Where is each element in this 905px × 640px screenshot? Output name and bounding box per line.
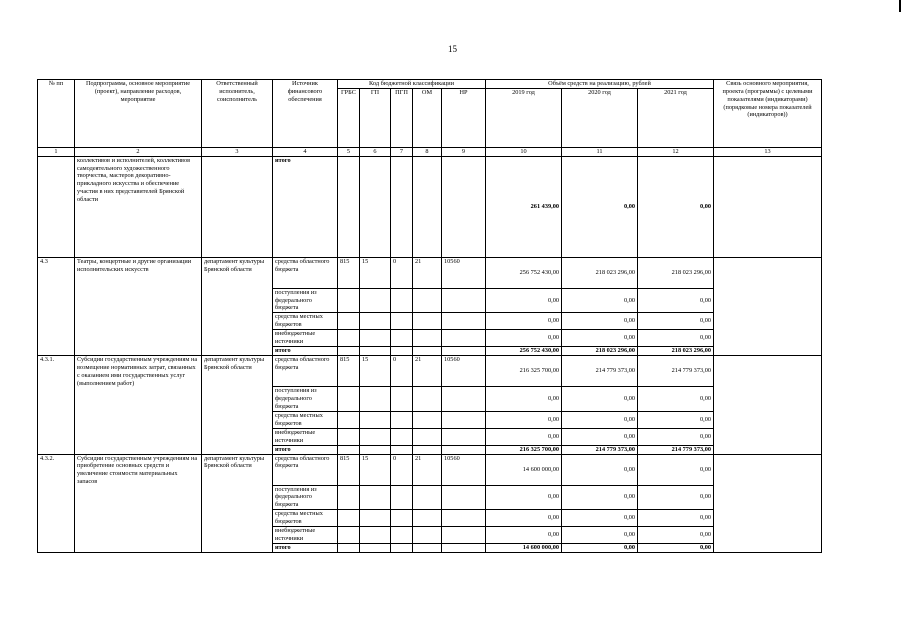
col-number: 7 [391,147,413,156]
value-total-2019: 14 600 000,00 [486,544,562,553]
code-empty-cell [413,428,442,445]
code-empty-cell [338,510,360,527]
block-row-regional [38,454,822,485]
value-federal-2021: 0,00 [638,485,714,510]
value-federal-2021: 0,00 [638,387,714,412]
code-empty-cell [338,527,360,544]
header-2021: 2021 год [638,88,714,147]
cont-pgp-cell [391,156,413,257]
value-extra-2021: 0,00 [638,527,714,544]
header-pgp: ПГП [391,88,413,147]
value-local-2020: 0,00 [562,510,638,527]
block-executor: департамент культуры Брянской области [202,454,273,552]
block-link-cell [714,356,822,454]
value-extra-2019: 0,00 [486,330,562,347]
cont-link-cell [714,156,822,257]
code-np: 10560 [442,257,486,288]
col-number: 11 [562,147,638,156]
code-empty-cell [442,428,486,445]
source-label-local: средства местных бюджетов [273,411,338,428]
value-federal-2021: 0,00 [638,288,714,313]
block-name: Субсидии государственным учреждениям на приобретение основных средств и увеличение стоимости материальных запасов [75,454,202,552]
col-number: 1 [38,147,75,156]
code-empty-cell [338,445,360,454]
value-total-2020: 0,00 [562,544,638,553]
code-empty-cell [391,544,413,553]
cont-np-cell [442,156,486,257]
cont-om-cell [413,156,442,257]
source-label-regional: средства областного бюджета [273,257,338,288]
header-om: ОМ [413,88,442,147]
code-empty-cell [360,347,391,356]
budget-table [37,79,822,553]
code-om: 21 [413,257,442,288]
code-empty-cell [413,510,442,527]
value-local-2019: 0,00 [486,510,562,527]
code-pgp: 0 [391,454,413,485]
value-regional-2020: 214 779 373,00 [562,356,638,387]
value-local-2021: 0,00 [638,510,714,527]
value-federal-2019: 0,00 [486,387,562,412]
code-empty-cell [413,387,442,412]
value-total-2019: 256 752 430,00 [486,347,562,356]
cont-num-cell [38,156,75,257]
code-om: 21 [413,356,442,387]
value-local-2021: 0,00 [638,411,714,428]
header-2020: 2020 год [562,88,638,147]
code-empty-cell [360,428,391,445]
source-label-federal: поступления из федерального бюджета [273,288,338,313]
value-local-2019: 0,00 [486,313,562,330]
block-name: Субсидии государственным учреждениям на возмещение нормативных затрат, связанных с оказанием ими государственных услуг (выполнением работ) [75,356,202,454]
source-label-extra: внебюджетные источники [273,527,338,544]
code-empty-cell [391,387,413,412]
header-row-1 [38,80,822,89]
cont-2020: 0,00 [562,156,638,257]
code-empty-cell [360,330,391,347]
cont-executor-cell [202,156,273,257]
col-number: 9 [442,147,486,156]
column-number-row [38,147,822,156]
code-empty-cell [360,527,391,544]
block-link-cell [714,257,822,355]
source-label-regional: средства областного бюджета [273,356,338,387]
header-link: Связь основного мероприятия, проекта (программы) с целевыми показателями (индикаторами) (порядковые номера показателей (индикаторов)) [714,80,822,148]
col-number: 6 [360,147,391,156]
header-2019: 2019 год [486,88,562,147]
value-regional-2019: 216 325 700,00 [486,356,562,387]
source-label-total: итого [273,544,338,553]
col-number: 4 [273,147,338,156]
continuation-row [38,156,822,257]
source-label-total: итого [273,347,338,356]
code-empty-cell [391,428,413,445]
cont-2019: 261 439,00 [486,156,562,257]
block-num: 4.3 [38,257,75,355]
col-number: 8 [413,147,442,156]
cont-source: итого [273,156,338,257]
code-np: 10560 [442,454,486,485]
code-grbs: 815 [338,257,360,288]
page-edge-mark [899,0,901,12]
code-empty-cell [360,313,391,330]
value-extra-2020: 0,00 [562,330,638,347]
cont-grbs-cell [338,156,360,257]
budget-table-wrapper [37,79,822,553]
code-empty-cell [442,330,486,347]
header-source: Источник финансового обеспечения [273,80,338,148]
code-pgp: 0 [391,257,413,288]
source-label-extra: внебюджетные источники [273,330,338,347]
header-np: НР [442,88,486,147]
col-number: 3 [202,147,273,156]
value-extra-2021: 0,00 [638,330,714,347]
cont-description: коллективов и исполнителей, коллективов самодеятельного художественного творчества, мастеров декоративно-прикладного искусства и обеспечение участия в них представителей Брянской области [75,156,202,257]
block-executor: департамент культуры Брянской области [202,356,273,454]
value-regional-2020: 0,00 [562,454,638,485]
source-label-extra: внебюджетные источники [273,428,338,445]
block-executor: департамент культуры Брянской области [202,257,273,355]
code-empty-cell [442,387,486,412]
value-total-2021: 0,00 [638,544,714,553]
source-label-regional: средства областного бюджета [273,454,338,485]
code-empty-cell [391,330,413,347]
col-number: 5 [338,147,360,156]
value-total-2021: 218 023 296,00 [638,347,714,356]
code-empty-cell [338,330,360,347]
code-empty-cell [413,445,442,454]
header-executor: Ответственный исполнитель, соисполнитель [202,80,273,148]
cont-gp-cell [360,156,391,257]
code-np: 10560 [442,356,486,387]
code-empty-cell [413,313,442,330]
value-total-2020: 218 023 296,00 [562,347,638,356]
value-federal-2020: 0,00 [562,387,638,412]
value-local-2020: 0,00 [562,313,638,330]
code-empty-cell [442,510,486,527]
value-federal-2019: 0,00 [486,288,562,313]
code-empty-cell [442,527,486,544]
code-empty-cell [442,347,486,356]
code-empty-cell [360,445,391,454]
source-label-federal: поступления из федерального бюджета [273,387,338,412]
source-label-total: итого [273,445,338,454]
block-link-cell [714,454,822,552]
value-federal-2020: 0,00 [562,288,638,313]
code-grbs: 815 [338,454,360,485]
value-regional-2019: 256 752 430,00 [486,257,562,288]
code-empty-cell [338,288,360,313]
value-extra-2020: 0,00 [562,527,638,544]
code-empty-cell [391,288,413,313]
source-label-local: средства местных бюджетов [273,510,338,527]
code-empty-cell [413,485,442,510]
code-empty-cell [391,445,413,454]
header-num: № пп [38,80,75,148]
value-regional-2019: 14 600 000,00 [486,454,562,485]
col-number: 10 [486,147,562,156]
code-empty-cell [413,288,442,313]
cont-2021: 0,00 [638,156,714,257]
code-empty-cell [413,411,442,428]
code-empty-cell [442,313,486,330]
value-regional-2021: 214 779 373,00 [638,356,714,387]
code-empty-cell [442,445,486,454]
code-empty-cell [391,510,413,527]
code-empty-cell [360,387,391,412]
code-empty-cell [442,485,486,510]
value-regional-2021: 0,00 [638,454,714,485]
source-label-local: средства местных бюджетов [273,313,338,330]
value-extra-2021: 0,00 [638,428,714,445]
code-empty-cell [413,347,442,356]
code-empty-cell [338,428,360,445]
code-empty-cell [413,544,442,553]
col-number: 12 [638,147,714,156]
value-local-2020: 0,00 [562,411,638,428]
code-empty-cell [442,411,486,428]
code-empty-cell [338,411,360,428]
value-federal-2019: 0,00 [486,485,562,510]
code-gp: 15 [360,356,391,387]
value-local-2021: 0,00 [638,313,714,330]
code-empty-cell [442,544,486,553]
code-empty-cell [413,527,442,544]
value-extra-2020: 0,00 [562,428,638,445]
col-number: 2 [75,147,202,156]
block-row-regional [38,257,822,288]
code-om: 21 [413,454,442,485]
block-num: 4.3.1. [38,356,75,454]
block-num: 4.3.2. [38,454,75,552]
code-empty-cell [391,411,413,428]
header-gp: ГП [360,88,391,147]
code-empty-cell [391,313,413,330]
header-grbs: ГРБС [338,88,360,147]
value-total-2020: 214 779 373,00 [562,445,638,454]
value-regional-2020: 218 023 296,00 [562,257,638,288]
value-total-2019: 216 325 700,00 [486,445,562,454]
code-gp: 15 [360,454,391,485]
code-empty-cell [360,510,391,527]
code-empty-cell [442,288,486,313]
code-empty-cell [338,544,360,553]
header-budget-code: Код бюджетной классификации [338,80,486,89]
page-number: 15 [448,44,457,54]
code-empty-cell [338,347,360,356]
value-local-2019: 0,00 [486,411,562,428]
block-row-regional [38,356,822,387]
value-federal-2020: 0,00 [562,485,638,510]
block-name: Театры, концертные и другие организации исполнительских искусств [75,257,202,355]
code-empty-cell [391,527,413,544]
code-empty-cell [360,288,391,313]
code-empty-cell [360,544,391,553]
code-empty-cell [338,485,360,510]
code-gp: 15 [360,257,391,288]
code-pgp: 0 [391,356,413,387]
source-label-federal: поступления из федерального бюджета [273,485,338,510]
value-total-2021: 214 779 373,00 [638,445,714,454]
code-empty-cell [413,330,442,347]
code-empty-cell [391,485,413,510]
header-volume: Объём средств на реализацию, рублей [486,80,714,89]
col-number: 13 [714,147,822,156]
header-program: Подпрограмма, основное мероприятие (проект), направление расходов, мероприятие [75,80,202,148]
value-extra-2019: 0,00 [486,428,562,445]
code-grbs: 815 [338,356,360,387]
code-empty-cell [391,347,413,356]
value-extra-2019: 0,00 [486,527,562,544]
code-empty-cell [338,313,360,330]
code-empty-cell [360,411,391,428]
code-empty-cell [360,485,391,510]
code-empty-cell [338,387,360,412]
value-regional-2021: 218 023 296,00 [638,257,714,288]
